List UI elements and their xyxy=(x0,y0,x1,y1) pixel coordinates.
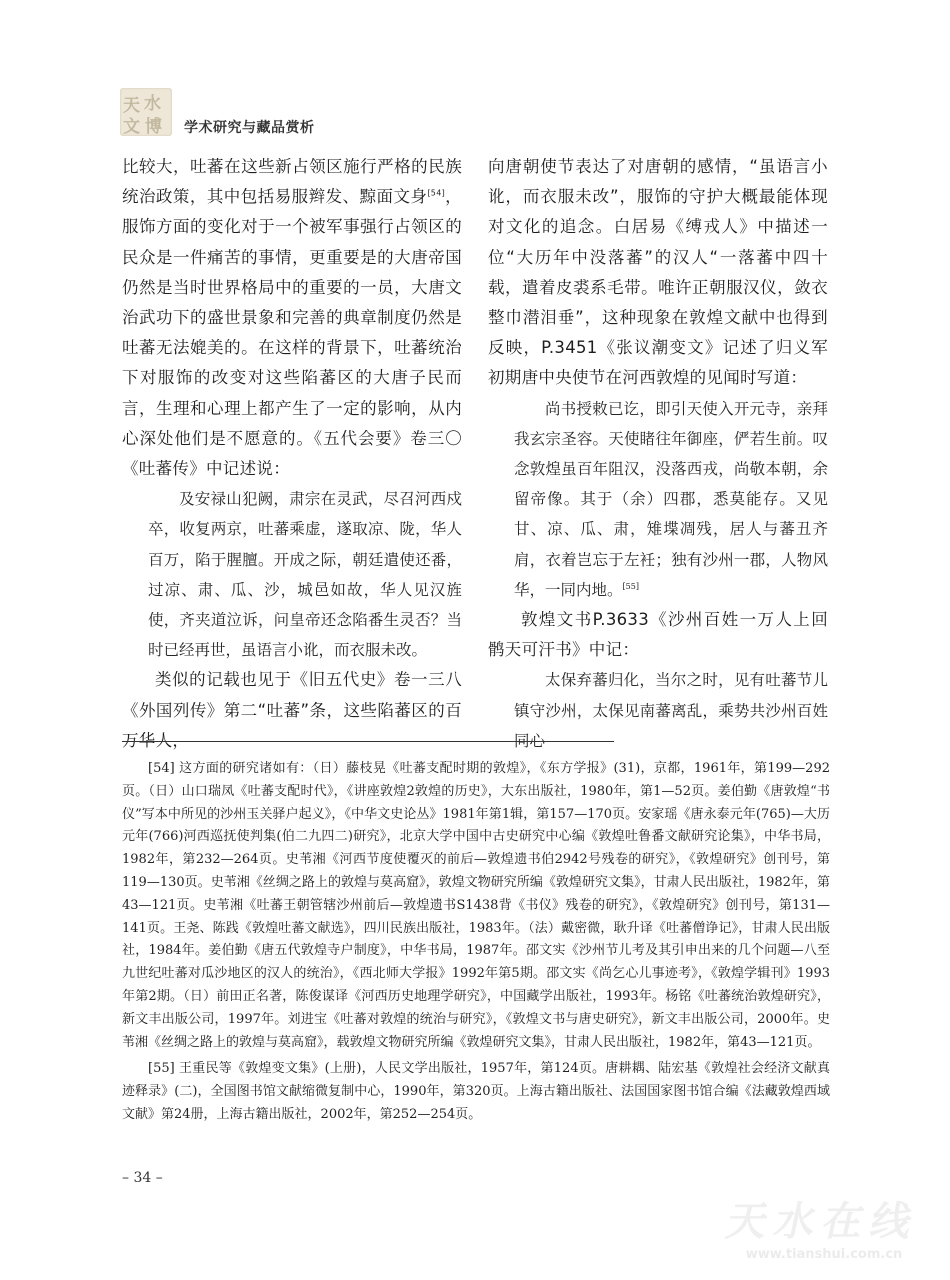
footnote-55: [55] 王重民等《敦煌变文集》(上册)，人民文学出版社，1957年，第124页。唐耕耦、陆宏基《敦煌社会经济文献真迹释录》(二)，全国图书馆文献缩微复制中心，1990年，第320页。上海古籍出版社、法国国家图书馆合编《法藏敦煌西域文献》第24册，上海古籍出版社，2002年，第252—254页。 xyxy=(122,1061,830,1122)
logo-char: 天 xyxy=(123,96,140,116)
left-column xyxy=(122,152,462,756)
block-quote xyxy=(488,394,828,605)
logo-char: 文 xyxy=(123,117,140,137)
site-watermark xyxy=(714,1190,934,1270)
paragraph-text: 比较大，吐蕃在这些新占领区施行严格的民族统治政策，其中包括易服辫发、黥面文身 xyxy=(122,157,462,207)
page-header xyxy=(120,88,350,138)
quote-text: 尚书授敕已讫，即引天使入开元寺，亲拜我玄宗圣容。天使睹往年御座，俨若生前。叹念敦煌虽百年阻汉，没落西戎，尚敬本朝，余留帝像。其于（余）四郡，悉莫能存。又见甘、凉、瓜、肃，雉堞凋残，居人与蕃丑齐肩，衣着岂忘于左衽；独有沙州一郡，人物风华，一同内地。 xyxy=(514,399,828,599)
page-number: – 34 – xyxy=(122,1170,163,1186)
watermark-url: www.tianshui.com.cn xyxy=(745,1247,903,1262)
footnote-ref[interactable]: [54] xyxy=(427,188,446,198)
body-paragraph: 向唐朝使节表达了对唐朝的感情，“虽语言小讹，而衣服未改”，服饰的守护大概最能体现对文化的追念。白居易《缚戎人》中描述一位“大历年中没落蕃”的汉人“一落蕃中四十载，遣着皮裘系毛带。唯许正朝服汉仪，敛衣整巾潜泪垂”，这种现象在敦煌文献中也得到反映，P.3451《张议潮变文》记述了归义军初期唐中央使节在河西敦煌的见闻时写道： xyxy=(488,157,828,388)
body-paragraph: 敦煌文书P.3633《沙州百姓一万人上回鹘天可汗书》中记： xyxy=(488,610,828,660)
section-title: 学术研究与藏品赏析 xyxy=(184,120,315,136)
block-quote: 太保弃蕃归化，当尔之时，见有吐蕃节儿镇守沙州，太保见南蕃离乱，乘势共沙州百姓同心 xyxy=(514,671,828,750)
footnotes xyxy=(122,758,830,1131)
footnote-divider xyxy=(122,741,614,742)
logo-char: 水 xyxy=(144,94,161,114)
footnote-54: [54] 这方面的研究诸如有：（日）藤枝晃《吐蕃支配时期的敦煌》，《东方学报》(31)，京都，1961年，第199—292页。（日）山口瑞凤《吐蕃支配时代》，《讲座敦煌2敦煌的历史》，大东出版社，1980年，第1—52页。姜伯勤《唐敦煌“书仪”写本中所见的沙州玉关驿户起义》，《中华文史论丛》1981年第1辑，第157—170页。安家瑶《唐永泰元年(765)—大历元年(766)河西巡抚使判集(伯二九四二)研究》，北京大学中国中古史研究中心编《敦煌吐鲁番文献研究论集》，中华书局，1982年，第232—264页。史苇湘《河西节度使覆灭的前后—敦煌遗书伯2942号残卷的研究》，《敦煌研究》创刊号，第119—130页。史苇湘《丝绸之路上的敦煌与莫高窟》，敦煌文物研究所编《敦煌研究文集》，甘肃人民出版社，1982年，第43—121页。史苇湘《吐蕃王朝管辖沙州前后—敦煌遗书S1438背《书仪》残卷的研究》，《敦煌研究》创刊号，第131—141页。王尧、陈践《敦煌吐蕃文献选》，四川民族出版社，1983年。（法）戴密微，耿升译《吐蕃僧诤记》，甘肃人民出版社，1984年。姜伯勤《唐五代敦煌寺户制度》，中华书局，1987年。邵文实《沙州节儿考及其引申出来的几个问题—八至九世纪吐蕃对瓜沙地区的汉人的统治》，《西北师大学报》1992年第5期。邵文实《尚乞心儿事迹考》，《敦煌学辑刊》1993年第2期。（日）前田正名著，陈俊谋译《河西历史地理学研究》，中国藏学出版社，1993年。杨铭《吐蕃统治敦煌研究》，新文丰出版公司，1997年。刘进宝《吐蕃对敦煌的统治与研究》，《敦煌文书与唐史研究》，新文丰出版公司，2000年。史苇湘《丝绸之路上的敦煌与莫高窟》，载敦煌文物研究所编《敦煌研究文集》，甘肃人民出版社，1982年，第43—121页。 xyxy=(122,761,830,1050)
journal-logo xyxy=(120,88,172,136)
block-quote: 及安禄山犯阙，肃宗在灵武，尽召河西戍卒，收复两京，吐蕃乘虚，遂取凉、陇，华人百万，陷于腥膻。开成之际，朝廷遣使还番，过凉、肃、瓜、沙，城邑如故，华人见汉旌使，齐夹道泣诉，问皇帝还念陷番生灵否？当时已经再世，虽语言小讹，而衣服未改。 xyxy=(148,490,462,660)
logo-char: 博 xyxy=(145,117,162,137)
paragraph-text: ，服饰方面的变化对于一个被军事强行占领区的民众是一件痛苦的事情，更重要是的大唐帝国仍然是当时世界格局中的重要的一员，大唐文治武功下的盛世景象和完善的典章制度仍然是吐蕃无法媲美的。在这样的背景下，吐蕃统治下对服饰的改变对这些陷蕃区的大唐子民而言，生理和心理上都产生了一定的影响，从内心深处他们是不愿意的。《五代会要》卷三〇《吐蕃传》中记述说： xyxy=(122,187,462,479)
watermark-text: 天水在线 xyxy=(722,1199,925,1245)
body-paragraph: 类似的记载也见于《旧五代史》卷一三八《外国列传》第二“吐蕃”条，这些陷蕃区的百万华人， xyxy=(122,670,462,750)
footnote-ref[interactable]: [55] xyxy=(622,581,639,591)
right-column xyxy=(488,152,828,756)
body-paragraph xyxy=(122,152,462,484)
